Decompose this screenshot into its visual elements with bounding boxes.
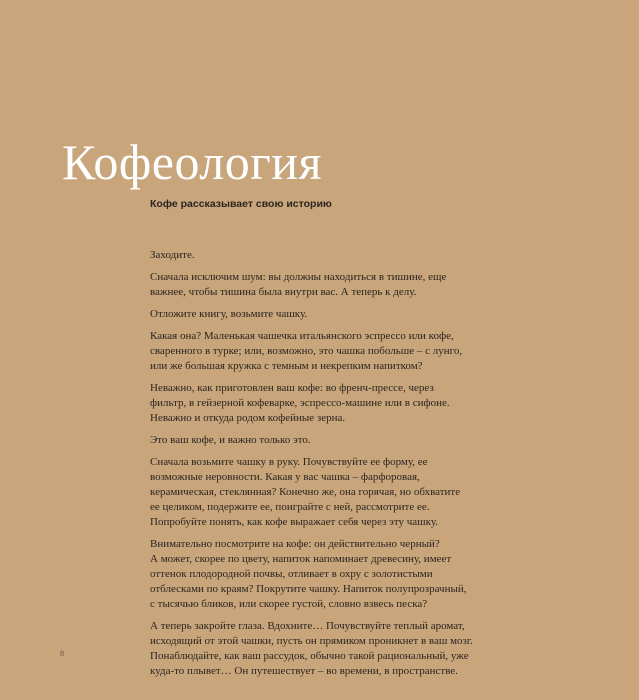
- text-line: исходящий от этой чашки, пусть он прямиком проникнет в ваш мозг.: [150, 635, 473, 647]
- text-line: керамическая, стеклянная? Конечно же, она горячая, но обхватите: [150, 486, 461, 498]
- paragraph: [150, 433, 480, 448]
- text-line: ее целиком, подержите ее, поиграйте с ней, рассмотрите ее.: [150, 501, 430, 513]
- paragraph: [150, 307, 480, 322]
- page-number: 8: [60, 649, 64, 658]
- text-line: фильтр, в гейзерной кофеварке, эспрессо-машине или в сифоне.: [150, 397, 450, 409]
- paragraph: [150, 329, 480, 374]
- page-title: Кофеология: [62, 134, 323, 190]
- paragraph: [150, 455, 480, 530]
- text-line: Понаблюдайте, как ваш рассудок, обычно такой рациональный, уже: [150, 650, 469, 662]
- text-line: отблесками по краям? Покрутите чашку. Напиток полупрозрачный,: [150, 583, 467, 595]
- paragraph: [150, 537, 480, 612]
- text-line: Отложите книгу, возьмите чашку.: [150, 308, 308, 320]
- text-line: Это ваш кофе, и важно только это.: [150, 434, 311, 446]
- text-line: Внимательно посмотрите на кофе: он действительно черный?: [150, 538, 440, 550]
- text-line: Какая она? Маленькая чашечка итальянского эспрессо или кофе,: [150, 330, 454, 342]
- text-line: куда-то плывет… Он путешествует – во времени, в пространстве.: [150, 665, 458, 677]
- paragraph: [150, 270, 480, 300]
- paragraph: [150, 248, 480, 263]
- text-line: Сначала исключим шум: вы должны находиться в тишине, еще: [150, 271, 447, 283]
- text-line: возможные неровности. Какая у вас чашка – фарфоровая,: [150, 471, 420, 483]
- paragraph: [150, 381, 480, 426]
- text-line: с тысячью бликов, или скорее густой, словно взвесь песка?: [150, 598, 428, 610]
- text-line: Неважно и откуда родом кофейные зерна.: [150, 412, 346, 424]
- text-line: А может, скорее по цвету, напиток напоминает древесину, имеет: [150, 553, 452, 565]
- text-line: оттенок плодородной почвы, отливает в охру с золотистыми: [150, 568, 433, 580]
- body-text: [150, 248, 480, 686]
- text-line: или же большая кружка с темным и некрепким напитком?: [150, 360, 423, 372]
- text-line: Заходите.: [150, 249, 195, 261]
- text-line: важнее, чтобы тишина была внутри вас. А теперь к делу.: [150, 286, 417, 298]
- paragraph: [150, 619, 480, 679]
- text-line: Сначала возьмите чашку в руку. Почувствуйте ее форму, ее: [150, 456, 428, 468]
- page-subtitle: Кофе рассказывает свою историю: [150, 198, 332, 210]
- text-line: А теперь закройте глаза. Вдохните… Почувствуйте теплый аромат,: [150, 620, 465, 632]
- text-line: Неважно, как приготовлен ваш кофе: во френч-прессе, через: [150, 382, 434, 394]
- text-line: Попробуйте понять, как кофе выражает себя через эту чашку.: [150, 516, 438, 528]
- text-line: сваренного в турке; или, возможно, это чашка побольше – с лунго,: [150, 345, 463, 357]
